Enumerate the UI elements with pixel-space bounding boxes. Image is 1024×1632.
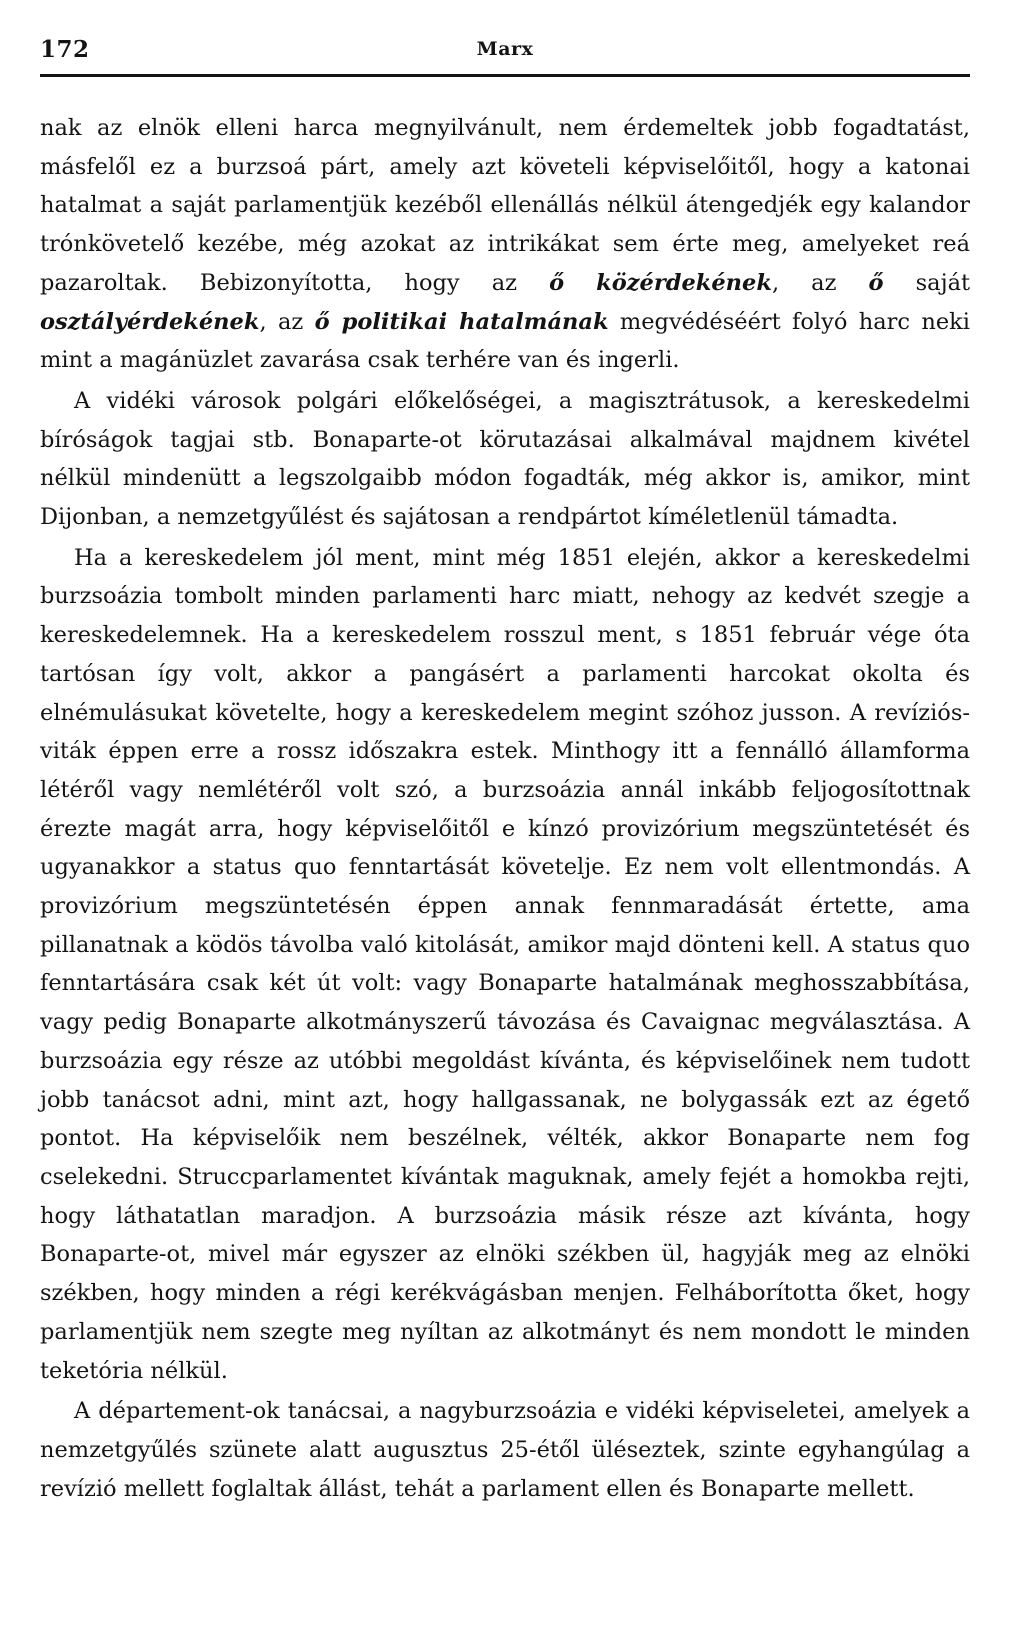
book-page — [40, 28, 970, 1508]
paragraph — [40, 382, 970, 537]
text-segment: megvédéséért folyó harc neki mint a magánüzlet zavarása csak terhére van és ingerli. — [40, 308, 970, 374]
header-rule — [40, 74, 970, 77]
page-header — [40, 28, 970, 68]
text-segment: A département-ok tanácsai, a nagyburzsoázia e vidéki képviseletei, amelyek a nemzetgyűlés szünete alatt augusztus 25-étől üléseztek, szinte egyhangúlag a revízió mellett foglaltak állást, tehát a parlament ellen és Bonaparte mellett. — [40, 1398, 970, 1502]
emphasized-text: ő politikai hatalmának — [314, 308, 609, 335]
paragraph — [40, 109, 970, 380]
text-segment: A vidéki városok polgári előkelőségei, a magisztrátusok, a kereskedelmi bíróságok tagjai stb. Bonaparte-ot körutazásai alkalmával majdnem kivétel nélkül mindenütt a legszolgaibb módon fogadták, még akkor is, amikor, mint Dijonban, a nemzetgyűlést és sajátosan a rendpártot kíméletlenül támadta. — [40, 387, 970, 531]
emphasized-text: ő — [868, 269, 884, 296]
page-number: 172 — [40, 36, 90, 63]
emphasized-text: osztályérdekének — [40, 308, 260, 335]
emphasized-text: ő — [549, 269, 565, 296]
text-segment: nak az elnök elleni harca megnyilvánult, nem érdemeltek jobb fogadtatást, másfelől ez a burzsoá párt, amely azt követeli képviselőitől, hogy a katonai hatalmat a saját parlamentjük kezéből ellenállás nélkül átengedjék egy kalandor trónkövetelő kezébe, még azokat az intrikákat sem érte meg, amelyeket reá pazaroltak. Bebizonyította, hogy az — [40, 115, 970, 296]
text-segment: saját — [883, 269, 971, 296]
text-segment: , az — [259, 308, 315, 335]
emphasized-text: közérdekének — [596, 269, 772, 296]
body-text — [40, 109, 970, 1508]
paragraph — [40, 1392, 970, 1508]
paragraph — [40, 539, 970, 1390]
text-segment: Ha a kereskedelem jól ment, mint még 1851 elején, akkor a kereskedelmi burzsoázia tombolt minden parlamenti harc miatt, nehogy az kedvét szegje a kereskedelemnek. Ha a kereskedelem rosszul ment, s 1851 február vége óta tartósan így volt, akkor a pangásért a parlamenti harcokat okolta és elnémulásukat követelte, hogy a kereskedelem megint szóhoz jusson. A revíziós-viták éppen erre a rossz időszakra estek. Minthogy itt a fennálló államforma létéről vagy nemlétéről volt szó, a burzsoázia annál inkább feljogosítottnak érezte magát arra, hogy képviselőitől e kínzó provizórium megszüntetését és ugyanakkor a status quo fenntartását követelje. Ez nem volt ellentmondás. A provizórium megszüntetésén éppen annak fennmaradását értette, ama pillanatnak a ködös távolba való kitolását, amikor majd dönteni kell. A status quo fenntartására csak két út volt: vagy Bonaparte hatalmának meghosszabbítása, vagy pedig Bonaparte alkotmányszerű távozása és Cavaignac megválasztása. A burzsoázia egy része az utóbbi megoldást kívánta, és képviselőinek nem tudott jobb tanácsot adni, mint azt, hogy hallgassanak, ne bolygassák ezt az égető pontot. Ha képviselőik nem beszélnek, vélték, akkor Bonaparte nem fog cselekedni. Struccparlamentet kívántak maguknak, amely fejét a homokba rejti, hogy láthatatlan maradjon. A burzsoázia másik része azt kívánta, hogy Bonaparte-ot, mivel már egyszer az elnöki székben ül, hagyják meg az elnöki székben, hogy minden a régi kerékvágásban menjen. Felháborította őket, hogy parlamentjük nem szegte meg nyíltan az alkotmányt és nem mondott le minden teketória nélkül. — [40, 544, 970, 1384]
running-title: Marx — [476, 38, 534, 60]
text-segment: , az — [771, 269, 869, 296]
text-segment — [564, 270, 596, 296]
